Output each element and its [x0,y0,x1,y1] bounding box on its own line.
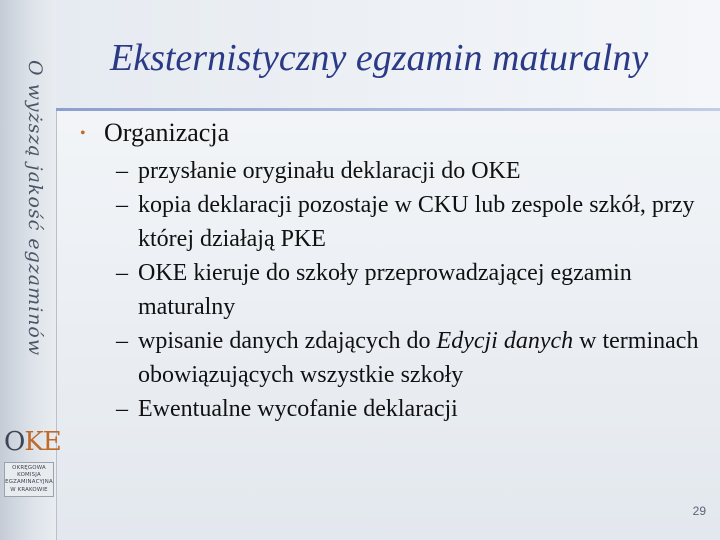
logo-line: EGZAMINACYJNA [5,479,53,486]
bullet-item [80,118,700,148]
sub-item-text: kopia deklaracji pozostaje w CKU lub zespole szkół, przy której działają PKE [138,192,695,252]
slide-title: Eksternistyczny egzamin maturalny [110,37,649,79]
bullet-marker: • [80,125,86,142]
sub-list-item [116,324,700,392]
sub-item-text-italic: Edycji danych [436,328,574,354]
sub-item-text-after: w terminach obowiązujących wszystkie szkoły [138,328,699,388]
sub-list-item [116,154,700,188]
page-number: 29 [692,504,706,518]
oke-logo [4,424,61,460]
dash-marker: – [116,158,128,184]
bullet-label: Organizacja [104,118,230,147]
sub-list [80,154,700,426]
sidebar [0,0,61,540]
logo-line: KOMISJA [17,472,41,479]
sub-list-item [116,392,700,426]
dash-marker: – [116,396,128,422]
sub-list-item [116,188,700,256]
logo-mark-right: KE [24,427,61,457]
sub-item-text-before: wpisanie danych zdających do [138,328,437,354]
sub-item-text: OKE kieruje do szkoły przeprowadzającej egzamin maturalny [138,260,632,320]
dash-marker: – [116,260,128,286]
title-divider [56,108,720,111]
sub-item-text: przysłanie oryginału deklaracji do OKE [138,158,521,184]
sub-item-text [138,324,700,392]
sidebar-motto: O wyższą jakość egzaminów [24,60,46,357]
sub-list-item [116,256,700,324]
sub-item-text: Ewentualne wycofanie deklaracji [138,396,458,422]
dash-marker: – [116,328,128,354]
dash-marker: – [116,192,128,218]
slide-content [80,118,700,426]
logo-line: OKRĘGOWA [12,465,46,471]
logo-line: W KRAKOWIE [10,486,48,493]
logo-mark-left: O [4,427,25,457]
oke-logo-text [4,462,54,497]
